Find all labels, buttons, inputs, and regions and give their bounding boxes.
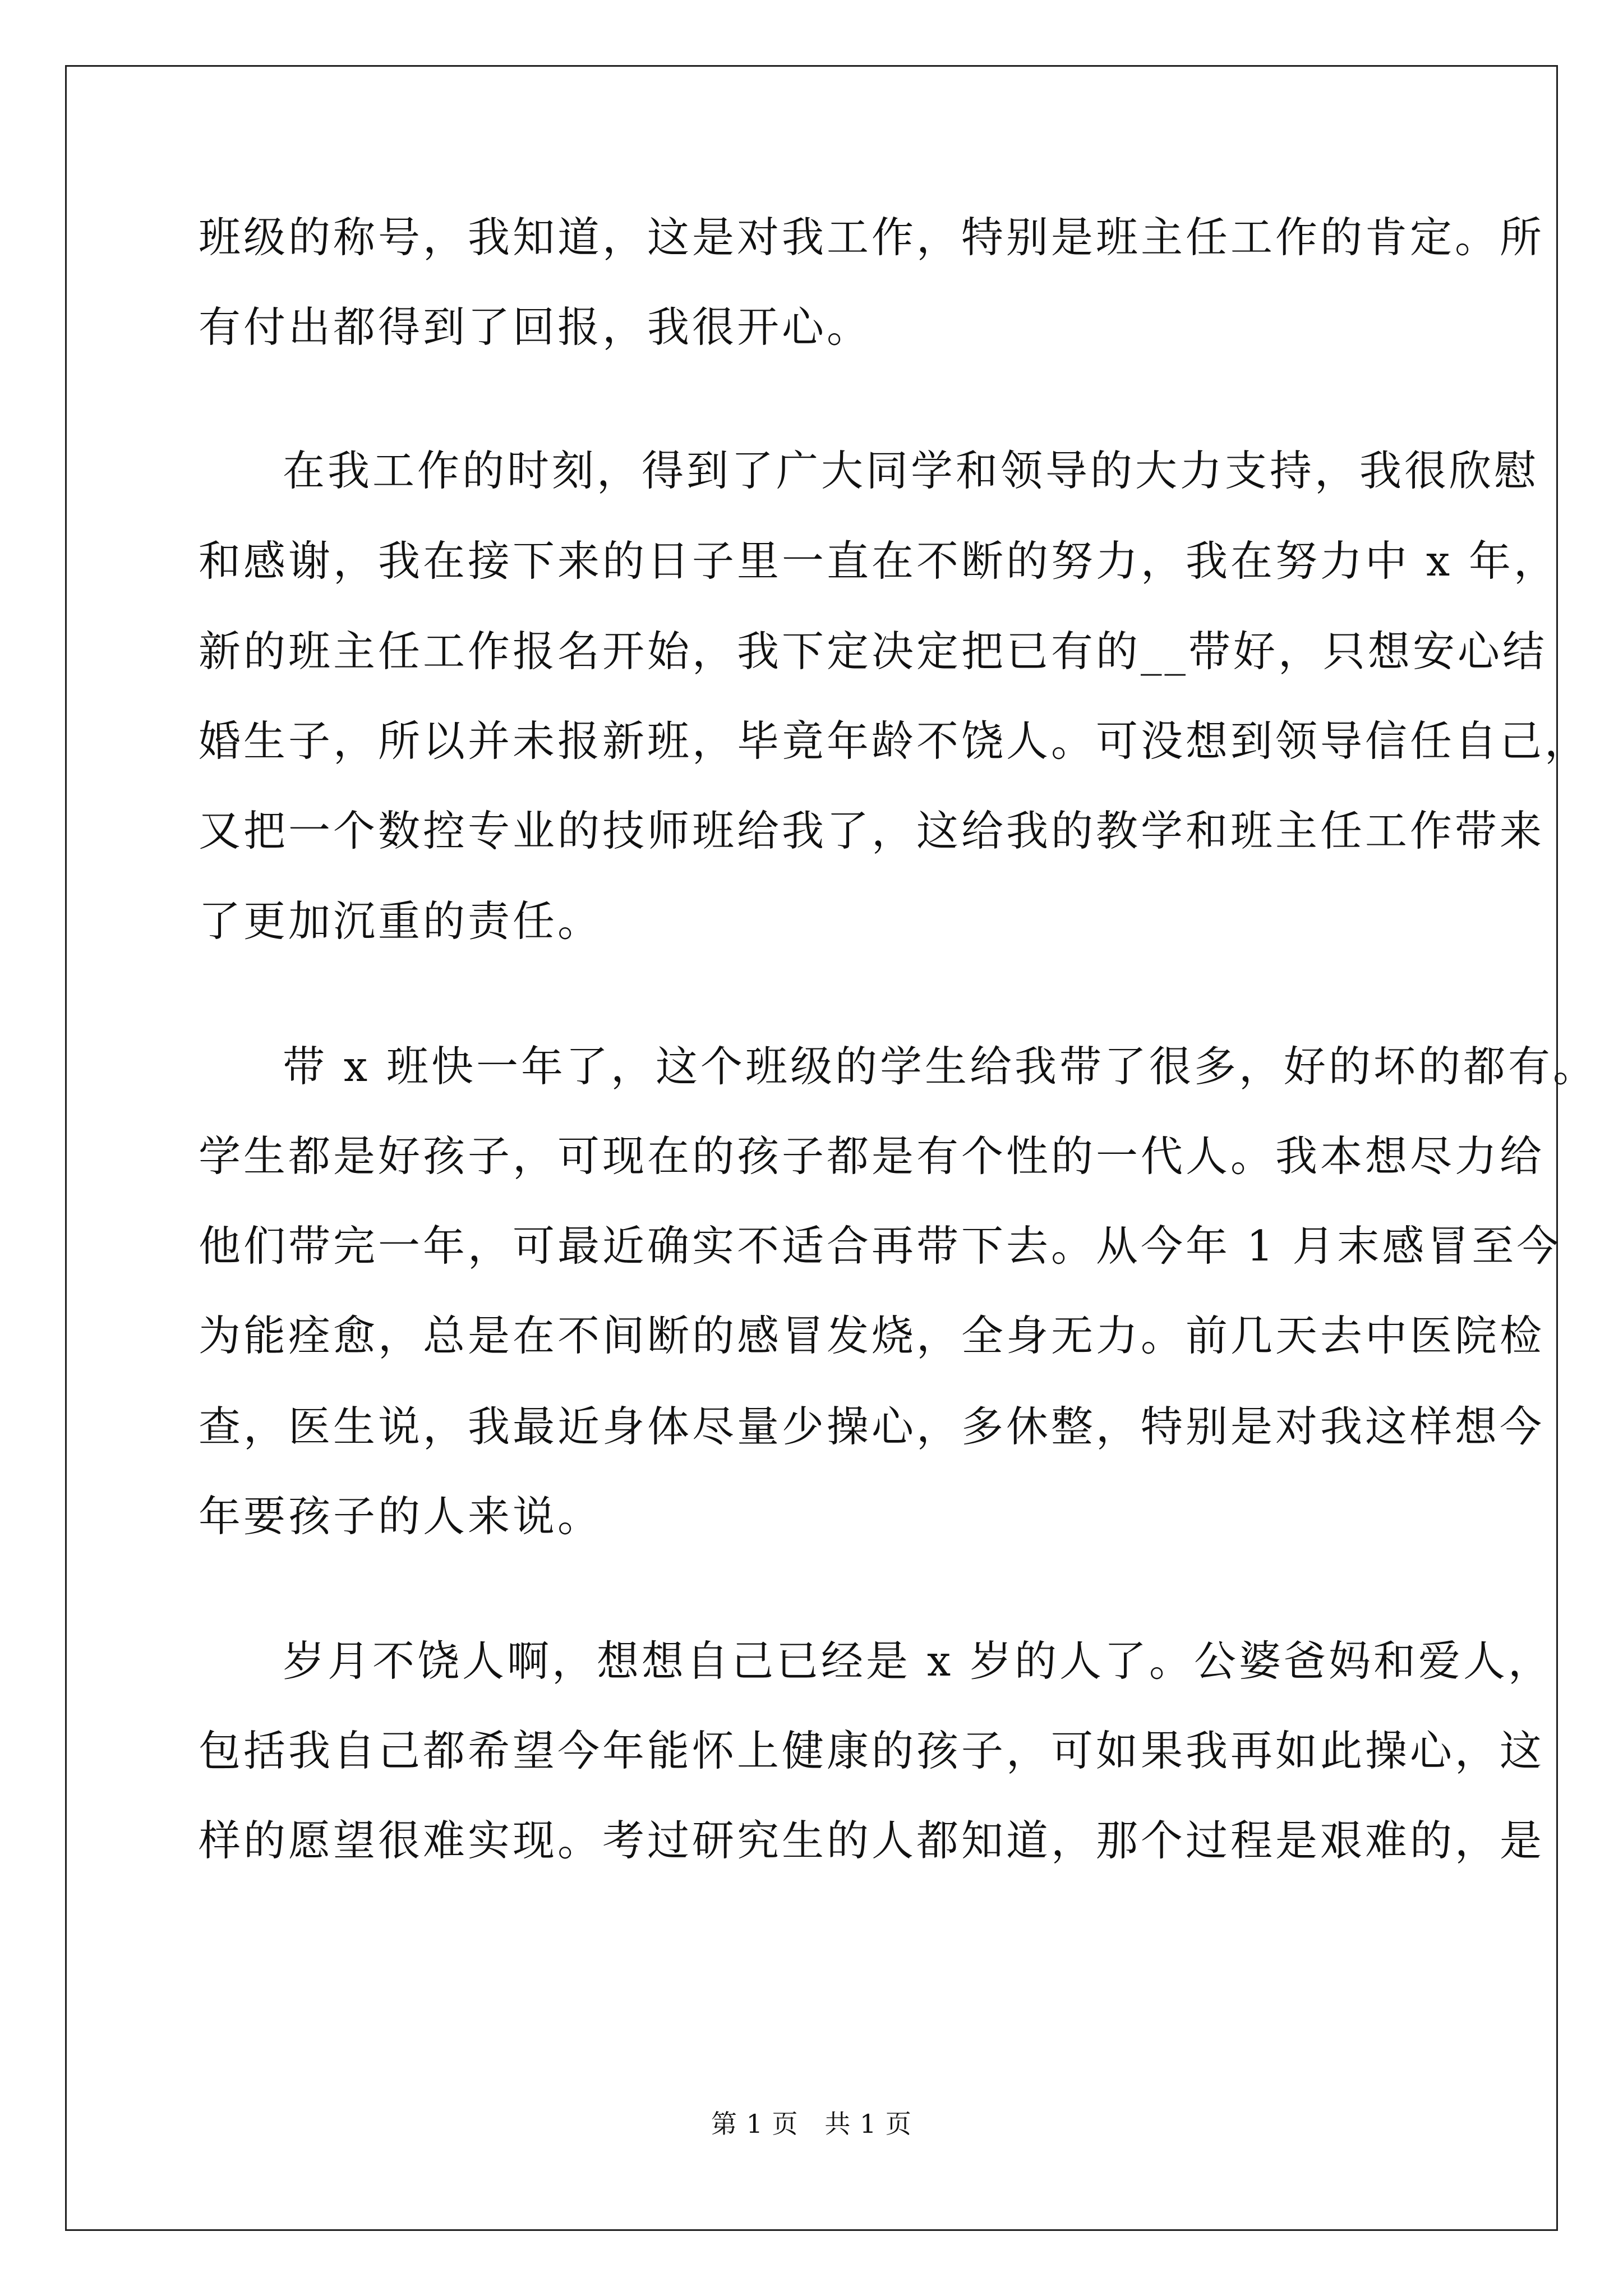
text-line: 学生都是好孩子，可现在的孩子都是有个性的一代人。我本想尽力给 bbox=[199, 1131, 1545, 1181]
text-line: 岁月不饶人啊，想想自己已经是 x 岁的人了。公婆爸妈和爱人， bbox=[283, 1636, 1553, 1686]
page-footer: 第 1 页 共 1 页 bbox=[711, 2109, 912, 2139]
text-line: 有付出都得到了回报，我很开心。 bbox=[199, 302, 872, 352]
text-line: 又把一个数控专业的技师班给我了，这给我的教学和班主任工作带来 bbox=[199, 806, 1545, 855]
text-line: 班级的称号，我知道，这是对我工作，特别是班主任工作的肯定。所 bbox=[199, 213, 1545, 262]
text-line: 在我工作的时刻，得到了广大同学和领导的大力支持，我很欣慰 bbox=[283, 446, 1539, 495]
text-line: 了更加沉重的责任。 bbox=[199, 896, 603, 946]
text-line: 婚生子，所以并未报新班，毕竟年龄不饶人。可没想到领导信任自己， bbox=[199, 716, 1590, 766]
text-line: 带 x 班快一年了，这个班级的学生给我带了很多，好的坏的都有。 bbox=[283, 1042, 1598, 1091]
text-line: 为能痊愈，总是在不间断的感冒发烧，全身无力。前几天去中医院检 bbox=[199, 1311, 1545, 1360]
text-line: 他们带完一年，可最近确实不适合再带下去。从今年 1 月末感冒至今 bbox=[199, 1221, 1562, 1271]
text-line: 和感谢，我在接下来的日子里一直在不断的努力，我在努力中 x 年， bbox=[199, 536, 1559, 586]
text-line: 新的班主任工作报名开始，我下定决定把已有的__带好，只想安心结 bbox=[199, 627, 1548, 676]
text-line: 样的愿望很难实现。考过研究生的人都知道，那个过程是艰难的，是 bbox=[199, 1816, 1545, 1865]
text-line: 年要孩子的人来说。 bbox=[199, 1492, 603, 1541]
text-line: 查，医生说，我最近身体尽量少操心，多休整，特别是对我这样想今 bbox=[199, 1402, 1545, 1451]
text-line: 包括我自己都希望今年能怀上健康的孩子，可如果我再如此操心，这 bbox=[199, 1726, 1545, 1775]
